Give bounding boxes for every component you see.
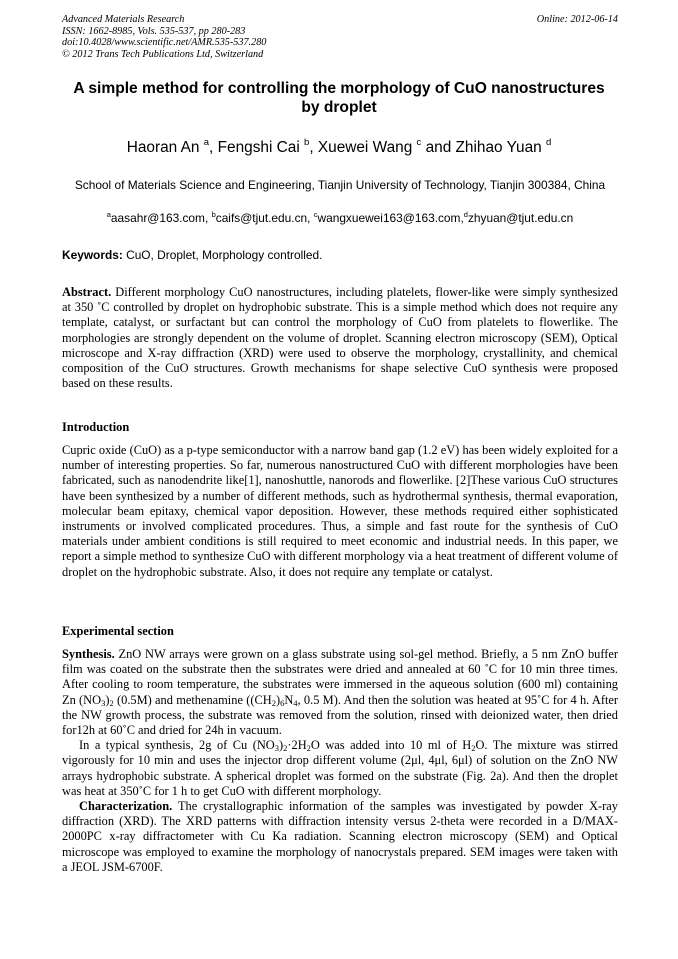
subscript: 2 <box>471 743 476 754</box>
subscript: 2 <box>109 697 114 708</box>
body-text: ·2H <box>287 738 307 753</box>
doi-line: doi:10.4028/www.scientific.net/AMR.535-537.280 <box>62 37 267 48</box>
body-text: O. The mixture was stirred vigorously for 10 min and uses the injector drop different volume (2μl, 4μl, 6μl) of solution on the ZnO NW arrays hydrophobic substrate. A spherical droplet was formed on the substrate (Fig. 2a). And then the droplet was heat at 350˚C for 1 h to get CuO with different morphology. <box>62 738 618 798</box>
author-separator: , <box>309 139 318 156</box>
subscript: 3 <box>274 743 279 754</box>
subscript: 6 <box>280 697 285 708</box>
author-name: Xuewei Wang <box>317 139 413 156</box>
introduction-heading: Introduction <box>62 420 130 434</box>
typical-synthesis-paragraph <box>62 738 618 799</box>
author-mark: b <box>304 137 310 148</box>
subscript: 2 <box>271 697 276 708</box>
email-mark: a <box>106 210 111 219</box>
body-text: The crystallographic information of the samples was investigated by powder X-ray diffraction (XRD). The XRD patterns with diffraction intensity versus 2-theta were recorded in a D/MAX-2000PC x-ray diffractometer with Cu Ka radiation. Scanning electron microscopy (SEM) and Optical microscope was employed to examine the morphology of nanocrystals prepared. SEM images were taken with a JEOL JSM-6700F. <box>62 799 618 874</box>
intro-paragraph: Cupric oxide (CuO) as a p-type semiconductor with a narrow band gap (1.2 eV) has been widely exploited for a number of interesting properties. So far, numerous nanostructured CuO with different morphologies have been fabricated, such as nanodendrite like[1], nanoshuttle, nanorods and flowerlike. [2]These various CuO structures have been synthesized by a number of different methods, such as hydrothermal synthesis, thermal evaporation, molecular beam epitaxy, chemical vapor deposition. However, these methods required either sophisticated instruments or involved complicated procedures. Thus, a simple and fast route for the synthesis of CuO materials under ambient conditions is still required to meet economic and industrial needs. In this paper, we report a simple method to synthesize CuO with different morphology via a heat treatment of different volume of droplet on the hydrophobic substrate. Also, it does not require any template or catalyst. <box>62 443 618 579</box>
email-address[interactable]: wangxuewei163@163.com <box>317 211 461 225</box>
author-and: and <box>421 139 456 156</box>
subscript: 2 <box>306 743 311 754</box>
email-mark: d <box>463 210 468 219</box>
author-mark: a <box>203 137 210 148</box>
affiliation: School of Materials Science and Engineering, Tianjin University of Technology, Tianjin 300384, China <box>74 178 606 192</box>
subscript: 4 <box>293 697 298 708</box>
email-address[interactable]: aasahr@163.com <box>110 211 205 225</box>
title-line-2: by droplet <box>301 99 377 116</box>
journal-name: Advanced Materials Research <box>62 14 185 25</box>
email-address[interactable]: caifs@tjut.edu.cn <box>215 211 308 225</box>
body-text: O was added into 10 ml of H <box>310 738 472 753</box>
synthesis-label: Synthesis. <box>62 647 115 661</box>
keywords-text: CuO, Droplet, Morphology controlled. <box>122 248 323 262</box>
synthesis-paragraph <box>62 647 618 738</box>
paper-title <box>50 79 628 117</box>
body-text: (0.5M) and methenamine ((CH <box>113 692 272 707</box>
body-text: ) <box>275 692 281 707</box>
body-text: ) <box>105 692 110 707</box>
author-mark: c <box>416 137 422 148</box>
keywords <box>62 248 618 263</box>
email-list: $^a$aasahr@163.com, $^b$caifs@tjut.edu.cn, $^c$wangxuewei163@163.com,$^d$zhyuan@tjut.edu.cn <box>106 210 574 225</box>
characterization-label: Characterization. <box>79 799 173 814</box>
journal-header <box>62 14 618 60</box>
abstract-label: Abstract. <box>62 285 112 299</box>
body-text: ZnO NW arrays were grown on a glass substrate using sol-gel method. Briefly, a 5 nm ZnO buffer film was coated on the substrate then the substrates were dried and annealed at 60 ˚C for 10 min three times. After cooling to room temperature, the substrates were immersed in the aqueous solution (600 ml) containing Zn (NO <box>62 647 618 707</box>
issn-line: ISSN: 1662-8985, Vols. 535-537, pp 280-283 <box>62 25 246 37</box>
characterization-paragraph <box>62 799 618 875</box>
body-text: N <box>284 692 294 707</box>
author-name: Zhihao Yuan <box>455 139 542 156</box>
experimental-heading: Experimental section <box>62 624 174 638</box>
subscript: 3 <box>101 697 106 708</box>
keywords-label: Keywords: <box>62 248 123 262</box>
experimental-body <box>62 647 618 875</box>
author-separator: , <box>209 139 218 156</box>
abstract <box>62 285 618 391</box>
title-line-1: A simple method for controlling the morphology of CuO nanostructures <box>73 80 605 97</box>
body-text: ) <box>278 738 284 753</box>
email-mark: c <box>313 210 318 219</box>
abstract-text: Different morphology CuO nanostructures, including platelets, flower-like were simply synthesized at 350 ˚C controlled by droplet on hydrophobic substrate. This is a simple method which does not require any template, catalyst, or surfactant but can control the morphology of CuO from platelets to flowerlike. The morphologies are strongly dependent on the volume of droplet. Scanning electron microscopy (SEM), Optical microscope and X-ray diffraction (XRD) were used to observe the morphology, crystallinity, and chemical composition of the CuO structures. Growth mechanisms for shape selective CuO synthesis were proposed based on these results. <box>62 285 618 391</box>
online-date: Online: 2012-06-14 <box>536 14 618 25</box>
author-list <box>50 138 628 158</box>
copyright-line: © 2012 Trans Tech Publications Ltd, Switzerland <box>62 48 264 60</box>
introduction-body <box>62 443 618 580</box>
subscript: 2 <box>283 743 288 754</box>
body-text: In a typical synthesis, 2g of Cu (NO <box>79 738 275 753</box>
email-mark: b <box>211 210 216 219</box>
author-name: Fengshi Cai <box>217 139 300 156</box>
author-name: Haoran An <box>126 139 200 156</box>
email-address[interactable]: zhyuan@tjut.edu.cn <box>467 211 574 225</box>
author-mark: d <box>545 137 552 148</box>
body-text: , 0.5 M). And then the solution was heated at 95˚C for 4 h. After the NW growth process, the substrate was removed from the solution, rinsed with deionized water, then dried for12h at 60˚C and dried for 24h in vacuum. <box>62 692 619 738</box>
